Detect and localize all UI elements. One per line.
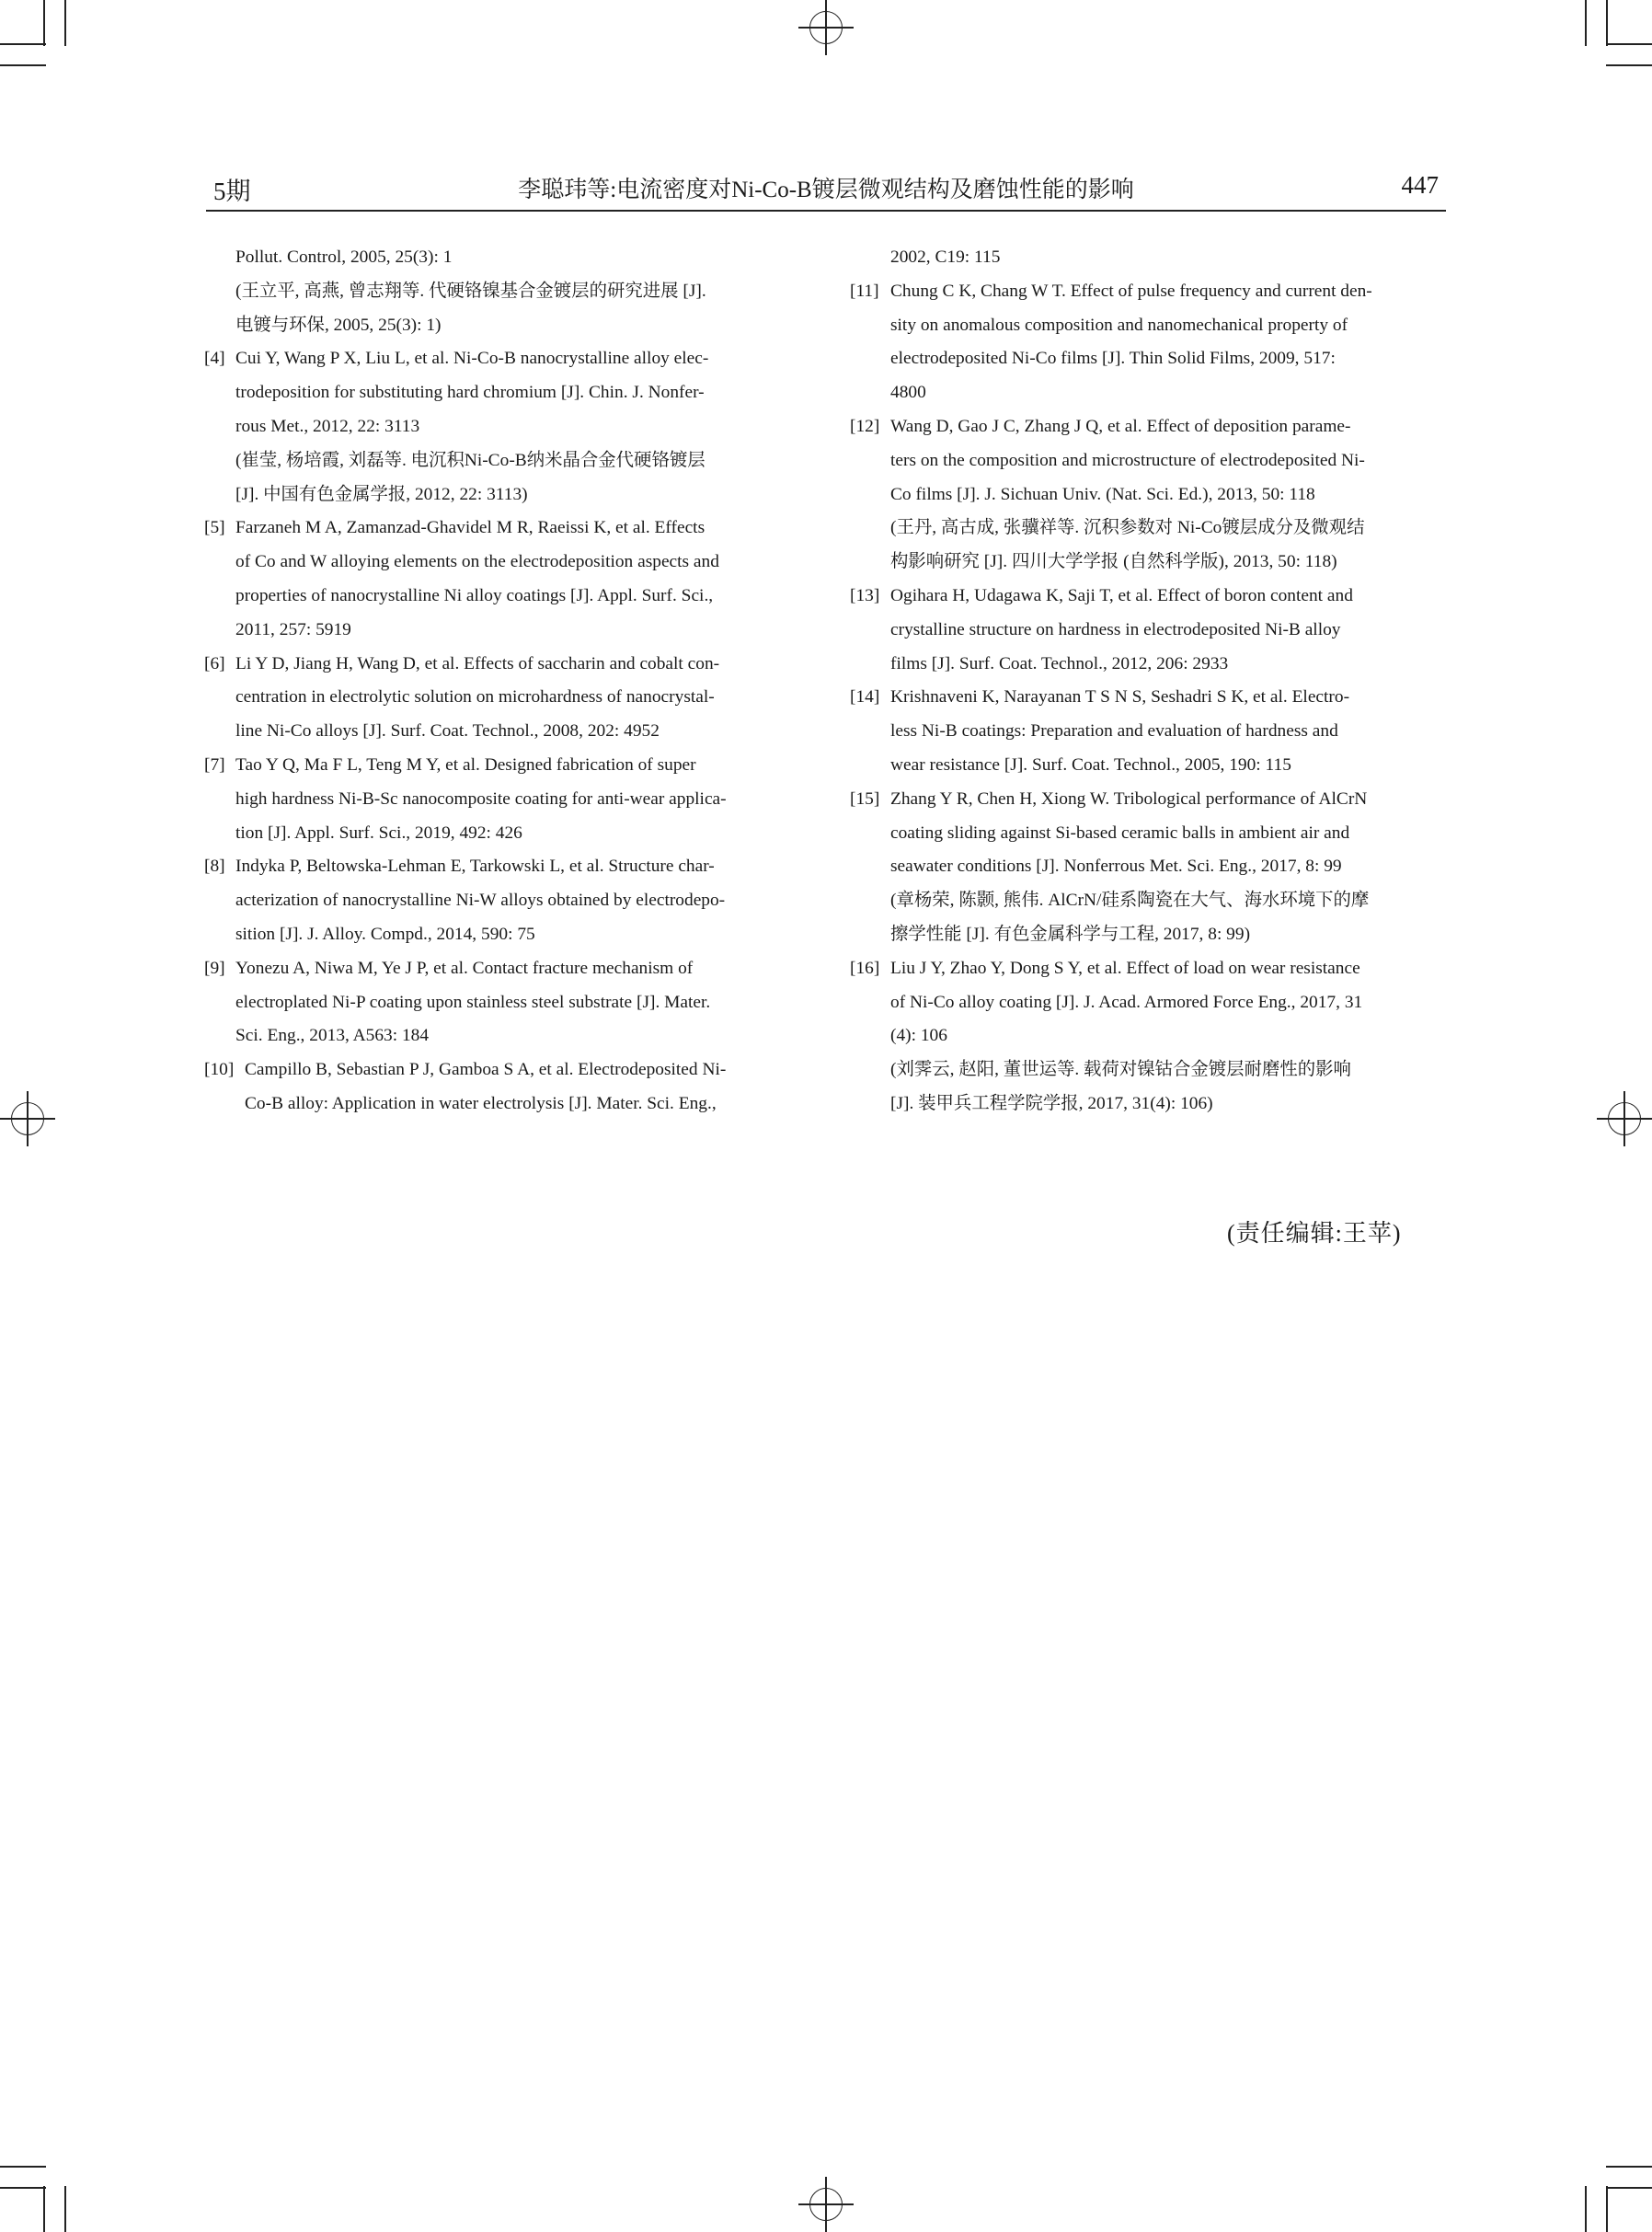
reference-number: [4] (204, 349, 225, 369)
reference-number: [5] (204, 518, 225, 538)
reference-line: electrodeposited Ni-Co films [J]. Thin Solid Films, 2009, 517: (890, 349, 1336, 369)
references-right-column (852, 241, 1445, 1122)
crop-mark (0, 43, 46, 45)
registration-mark-top (798, 0, 854, 55)
crop-mark (0, 2187, 46, 2189)
reference-line: of Co and W alloying elements on the electrodeposition aspects and (235, 552, 719, 572)
reference-number: [10] (204, 1060, 235, 1080)
crop-mark (1585, 0, 1587, 46)
crop-mark (1585, 2186, 1587, 2232)
registration-mark-bottom (798, 2177, 854, 2232)
crop-mark (1606, 64, 1652, 66)
reference-number: [14] (850, 687, 880, 708)
reference-line: Pollut. Control, 2005, 25(3): 1 (235, 247, 453, 267)
reference-number: [12] (850, 416, 880, 436)
reference-line: 擦学性能 [J]. 有色金属科学与工程, 2017, 8: 99) (890, 924, 1251, 944)
reference-line: of Ni-Co alloy coating [J]. J. Acad. Armored Force Eng., 2017, 31 (890, 992, 1363, 1012)
reference-line: (4): 106 (890, 1026, 947, 1046)
reference-number: [9] (204, 958, 225, 978)
reference-number: [13] (850, 585, 880, 605)
issue-number: 5期 (213, 178, 251, 205)
reference-line: high hardness Ni-B-Sc nanocomposite coating for anti-wear applica- (235, 788, 727, 809)
crop-mark (1606, 2166, 1652, 2168)
reference-line: Cui Y, Wang P X, Liu L, et al. Ni-Co-B nanocrystalline alloy elec- (235, 349, 709, 369)
reference-item (206, 1053, 799, 1122)
reference-item (206, 648, 799, 749)
reference-line: (刘霁云, 赵阳, 董世运等. 载荷对镍钴合金镀层耐磨性的影响 (890, 1060, 1351, 1080)
reference-line: 2002, C19: 115 (890, 247, 1001, 267)
reference-line: sity on anomalous composition and nanomechanical property of (890, 315, 1348, 335)
registration-mark-left (0, 1091, 55, 1146)
reference-line: Krishnaveni K, Narayanan T S N S, Seshadri S K, et al. Electro- (890, 687, 1350, 708)
reference-line: [J]. 装甲兵工程学院学报, 2017, 31(4): 106) (890, 1093, 1213, 1113)
crop-mark (1606, 2186, 1608, 2232)
crop-mark (64, 2186, 66, 2232)
reference-line: Indyka P, Beltowska-Lehman E, Tarkowski L, et al. Structure char- (235, 857, 715, 877)
reference-line: tion [J]. Appl. Surf. Sci., 2019, 492: 426 (235, 823, 522, 843)
reference-line: trodeposition for substituting hard chromium [J]. Chin. J. Nonfer- (235, 383, 705, 403)
reference-item (852, 681, 1445, 782)
reference-line: electroplated Ni-P coating upon stainless steel substrate [J]. Mater. (235, 992, 711, 1012)
reference-item (852, 783, 1445, 952)
reference-line: less Ni-B coatings: Preparation and evaluation of hardness and (890, 721, 1338, 742)
reference-item (852, 275, 1445, 410)
reference-line: sition [J]. J. Alloy. Compd., 2014, 590: 75 (235, 924, 535, 944)
reference-line: properties of nanocrystalline Ni alloy coatings [J]. Appl. Surf. Sci., (235, 585, 714, 605)
editor-note: (责任编辑:王苹) (1227, 1220, 1402, 1247)
registration-mark-right (1597, 1091, 1652, 1146)
reference-line: seawater conditions [J]. Nonferrous Met. Sci. Eng., 2017, 8: 99 (890, 857, 1342, 877)
reference-line: 构影响研究 [J]. 四川大学学报 (自然科学版), 2013, 50: 118) (890, 552, 1337, 572)
crop-mark (0, 64, 46, 66)
reference-line: line Ni-Co alloys [J]. Surf. Coat. Technol., 2008, 202: 4952 (235, 721, 660, 742)
reference-line: Chung C K, Chang W T. Effect of pulse frequency and current den- (890, 281, 1372, 301)
running-header (206, 167, 1446, 210)
reference-line: Li Y D, Jiang H, Wang D, et al. Effects of saccharin and cobalt con- (235, 653, 720, 673)
reference-item (206, 342, 799, 512)
references-left-column (206, 241, 799, 1122)
reference-number: [11] (850, 281, 879, 301)
reference-line: 2011, 257: 5919 (235, 619, 351, 639)
reference-item (206, 952, 799, 1053)
reference-line: Sci. Eng., 2013, A563: 184 (235, 1026, 430, 1046)
reference-line: Yonezu A, Niwa M, Ye J P, et al. Contact fracture mechanism of (235, 958, 694, 978)
reference-item (206, 749, 799, 850)
reference-number: [8] (204, 857, 225, 877)
reference-line: Liu J Y, Zhao Y, Dong S Y, et al. Effect of load on wear resistance (890, 958, 1360, 978)
reference-line: (章杨荣, 陈颢, 熊伟. AlCrN/硅系陶瓷在大气、海水环境下的摩 (890, 891, 1370, 911)
reference-line: Co-B alloy: Application in water electrolysis [J]. Mater. Sci. Eng., (245, 1093, 717, 1113)
reference-line: Farzaneh M A, Zamanzad-Ghavidel M R, Raeissi K, et al. Effects (235, 518, 706, 538)
reference-line: 电镀与环保, 2005, 25(3): 1) (235, 315, 442, 335)
reference-item (206, 850, 799, 951)
crop-mark (0, 2166, 46, 2168)
reference-number: [16] (850, 958, 880, 978)
reference-line: coating sliding against Si-based ceramic balls in ambient air and (890, 823, 1350, 843)
header-rule (206, 210, 1446, 212)
reference-line: Tao Y Q, Ma F L, Teng M Y, et al. Designed fabrication of super (235, 754, 696, 775)
reference-line: rous Met., 2012, 22: 3113 (235, 416, 420, 436)
reference-line: wear resistance [J]. Surf. Coat. Technol., 2005, 190: 115 (890, 754, 1291, 775)
crop-mark (43, 2186, 45, 2232)
reference-item (852, 410, 1445, 580)
crop-mark (64, 0, 66, 46)
reference-line: Co films [J]. J. Sichuan Univ. (Nat. Sci. Ed.), 2013, 50: 118 (890, 484, 1315, 504)
running-title: 李聪玮等:电流密度对Ni-Co-B镀层微观结构及磨蚀性能的影响 (518, 178, 1134, 202)
reference-line: Zhang Y R, Chen H, Xiong W. Tribological performance of AlCrN (890, 788, 1368, 809)
reference-line: acterization of nanocrystalline Ni-W alloys obtained by electrodepo- (235, 891, 726, 911)
reference-line: Wang D, Gao J C, Zhang J Q, et al. Effect of deposition parame- (890, 416, 1351, 436)
crop-mark (43, 0, 45, 46)
reference-line: 4800 (890, 383, 926, 403)
reference-line: crystalline structure on hardness in electrodeposited Ni-B alloy (890, 619, 1341, 639)
crop-mark (1606, 2187, 1652, 2189)
reference-number: [6] (204, 653, 225, 673)
crop-mark (1606, 43, 1652, 45)
reference-line: [J]. 中国有色金属学报, 2012, 22: 3113) (235, 484, 528, 504)
reference-line: (王丹, 高古成, 张骥祥等. 沉积参数对 Ni-Co镀层成分及微观结 (890, 518, 1365, 538)
reference-line: (崔莹, 杨培霞, 刘磊等. 电沉积Ni-Co-B纳米晶合金代硬铬镀层 (235, 450, 706, 470)
reference-item (852, 580, 1445, 681)
crop-mark (1606, 0, 1608, 46)
reference-item (206, 512, 799, 647)
reference-item (852, 952, 1445, 1122)
reference-line: Ogihara H, Udagawa K, Saji T, et al. Effect of boron content and (890, 585, 1353, 605)
reference-number: [7] (204, 754, 225, 775)
page-number: 447 (1401, 171, 1439, 199)
reference-line: ters on the composition and microstructure of electrodeposited Ni- (890, 450, 1365, 470)
reference-line: films [J]. Surf. Coat. Technol., 2012, 206: 2933 (890, 653, 1229, 673)
reference-line: centration in electrolytic solution on microhardness of nanocrystal- (235, 687, 715, 708)
reference-number: [15] (850, 788, 880, 809)
reference-line: (王立平, 高燕, 曾志翔等. 代硬铬镍基合金镀层的研究进展 [J]. (235, 281, 706, 301)
reference-line: Campillo B, Sebastian P J, Gamboa S A, et al. Electrodeposited Ni- (245, 1060, 727, 1080)
